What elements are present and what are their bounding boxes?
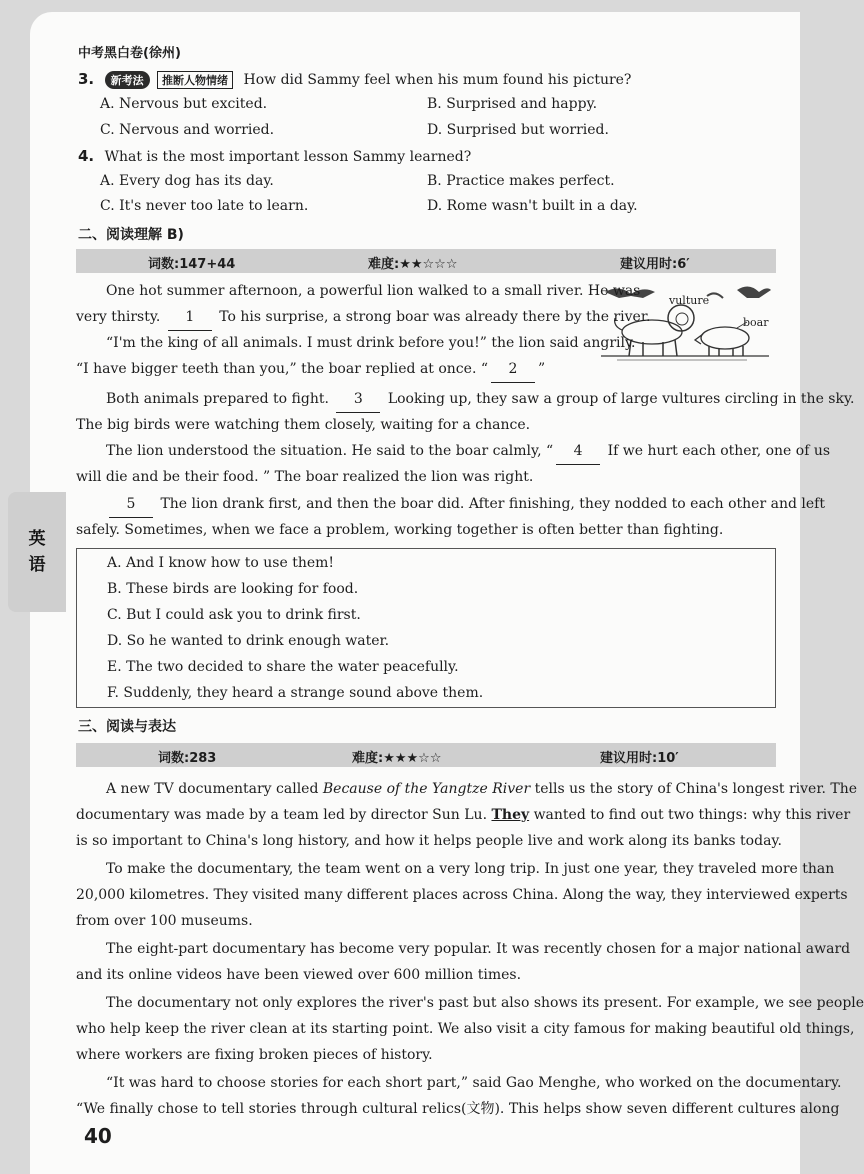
passage-3-p2-line3: from over 100 museums. [76,913,253,929]
passage-b-p2: “I'm the king of all animals. I must drink before you!” the lion said angrily. [106,335,636,351]
option-4d: D. Rome wasn't built in a day. [427,198,638,214]
page-number: 40 [84,1124,112,1148]
passage-3-p2-line1: To make the documentary, the team went on a very long trip. In just one year, they traveled more than [106,861,835,877]
question-number: 4. [78,147,95,165]
passage-b-p5-line2: will die and be their food. ” The boar realized the lion was right. [76,469,534,485]
option-f: F. Suddenly, they heard a strange sound above them. [107,685,484,701]
passage-3-p1-line1 [106,776,857,802]
option-3d: D. Surprised but worried. [427,122,609,138]
text-span: To his surprise, a strong boar was already there by the river. [219,309,651,325]
option-c: C. But I could ask you to drink first. [107,607,361,623]
passage-b-p3 [76,356,545,383]
word-count: 词数:147+44 [148,257,236,272]
option-4c: C. It's never too late to learn. [100,198,309,214]
text-span: If we hurt each other, one of us [607,443,831,459]
answer-options-box [76,548,776,708]
section-2-info-bar [76,249,776,273]
underlined-they: They [491,807,530,823]
option-3b: B. Surprised and happy. [427,96,598,112]
option-a: A. And I know how to use them! [107,555,335,571]
question-number: 3. [78,70,95,88]
side-tab-char-1: 英 [28,529,46,549]
option-4b: B. Practice makes perfect. [427,173,615,189]
blank-4[interactable]: 4 [556,438,600,465]
question-stem: What is the most important lesson Sammy learned? [104,149,472,165]
vulture-label: vulture [669,294,710,307]
subject-side-tab [8,492,66,612]
question-stem: How did Sammy feel when his mum found his picture? [243,72,632,88]
option-e: E. The two decided to share the water peacefully. [107,659,459,675]
text-span: Looking up, they saw a group of large vultures circling in the sky. [387,391,855,407]
new-method-badge: 新考法 [105,71,150,89]
passage-3-p4-line3: where workers are fixing broken pieces of history. [76,1047,433,1063]
suggested-time: 建议用时:6′ [620,257,690,272]
boar-label: boar [743,316,769,329]
blank-5[interactable]: 5 [109,491,153,518]
documentary-title: Because of the Yangtze River [322,781,531,797]
passage-3-p3-line1: The eight-part documentary has become very popular. It was recently chosen for a major national award [106,941,851,957]
passage-3-p5-line1: “It was hard to choose stories for each short part,” said Gao Menghe, who worked on the documentary. [106,1075,842,1091]
text-span: Both animals prepared to fight. [106,391,329,407]
skill-tag: 推断人物情绪 [157,71,233,89]
text-span: documentary was made by a team led by director Sun Lu. [76,807,488,823]
question-4 [78,147,471,165]
option-d: D. So he wanted to drink enough water. [107,633,390,649]
option-4a: A. Every dog has its day. [100,173,274,189]
passage-b-p6-line2: safely. Sometimes, when we face a problem, working together is often better than fighting. [76,522,724,538]
text-span: A new TV documentary called [106,781,323,797]
text-span: The lion understood the situation. He said to the boar calmly, “ [106,443,554,459]
section-3-heading: 三、阅读与表达 [78,719,176,735]
option-b: B. These birds are looking for food. [107,581,359,597]
section-3-info-bar [76,743,776,767]
passage-3-p5-line2: “We finally chose to tell stories through cultural relics(文物). This helps show seven different cultures along [76,1101,840,1117]
section-2-heading: 二、阅读理解 B) [78,227,184,243]
text-span: ” [538,361,546,377]
suggested-time: 建议用时:10′ [600,751,679,766]
question-3 [78,70,631,89]
passage-b-p5-line1 [106,438,830,465]
text-span: very thirsty. [76,309,161,325]
word-count: 词数:283 [158,751,217,766]
difficulty-rating: 难度:★★★☆☆ [352,751,442,766]
blank-3[interactable]: 3 [336,386,380,413]
passage-3-p1-line2 [76,802,850,828]
passage-3-p3-line2: and its online videos have been viewed over 600 million times. [76,967,522,983]
blank-1[interactable]: 1 [168,304,212,331]
option-3c: C. Nervous and worried. [100,122,275,138]
side-tab-char-2: 语 [28,555,46,575]
passage-b-p4-line1 [106,386,854,413]
passage-3-p4-line1: The documentary not only explores the river's past but also shows its present. For example, we see people [106,995,864,1011]
passage-3-p4-line2: who help keep the river clean at its starting point. We also visit a city famous for making beautiful old things, [76,1021,855,1037]
passage-3-p2-line2: 20,000 kilometres. They visited many different places across China. Along the way, they interviewed experts [76,887,848,903]
passage-b-p1-line1: One hot summer afternoon, a powerful lion walked to a small river. He was [106,283,641,299]
passage-b-p6-line1 [106,491,825,518]
header-title: 中考黑白卷(徐州) [78,46,181,61]
text-span: The lion drank first, and then the boar did. After finishing, they nodded to each other and left [160,496,825,512]
blank-2[interactable]: 2 [491,356,535,383]
passage-b-p1-line2 [76,304,650,331]
text-span: tells us the story of China's longest river. The [530,781,858,797]
text-span: wanted to find out two things: why this river [533,807,851,823]
difficulty-rating: 难度:★★☆☆☆ [368,257,458,272]
text-span: “I have bigger teeth than you,” the boar replied at once. “ [76,361,488,377]
passage-3-p1-line3: is so important to China's long history, and how it helps people live and work along its banks today. [76,833,782,849]
passage-b-p4-line2: The big birds were watching them closely, waiting for a chance. [76,417,531,433]
option-3a: A. Nervous but excited. [100,96,268,112]
